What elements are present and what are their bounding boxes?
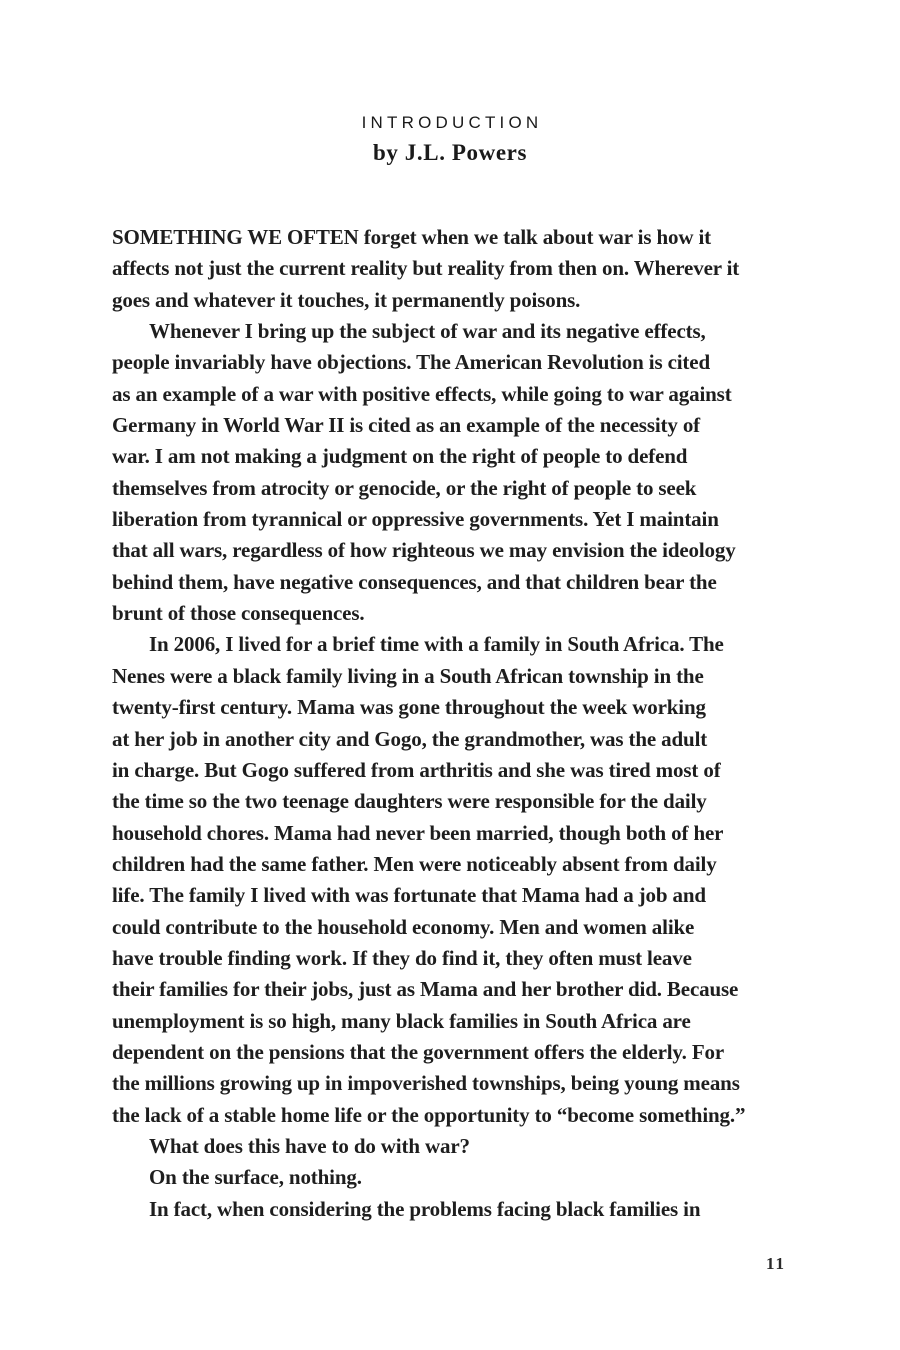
text-line: life. The family I lived with was fortunate that Mama had a job and [112, 883, 706, 908]
text-line: dependent on the pensions that the government offers the elderly. For [112, 1039, 725, 1064]
text-line: In fact, when considering the problems facing black families in [149, 1196, 701, 1221]
text-line: brunt of those consequences. [112, 601, 365, 626]
text-line: war. I am not making a judgment on the right of people to defend [112, 444, 688, 469]
text-line: people invariably have objections. The American Revolution is cited [112, 350, 710, 375]
text-line: SOMETHING WE OFTEN forget when we talk about war is how it [112, 225, 711, 249]
text-line: twenty-first century. Mama was gone throughout the week working [112, 695, 706, 720]
text-line: themselves from atrocity or genocide, or the right of people to seek [112, 475, 697, 500]
text-line: Whenever I bring up the subject of war and its negative effects, [149, 319, 706, 344]
text-line: have trouble finding work. If they do find it, they often must leave [112, 945, 692, 970]
text-line: their families for their jobs, just as Mama and her brother did. Because [112, 977, 739, 1002]
text-line: in charge. But Gogo suffered from arthritis and she was tired most of [112, 757, 721, 782]
text-line: Nenes were a black family living in a South African township in the [112, 663, 704, 688]
text-line: unemployment is so high, many black families in South Africa are [112, 1008, 691, 1033]
text-line: What does this have to do with war? [149, 1133, 470, 1158]
text-line: that all wars, regardless of how righteous we may envision the ideology [112, 538, 736, 563]
chapter-title: INTRODUCTION [361, 113, 543, 132]
body-text [112, 222, 792, 1225]
text-line: as an example of a war with positive effects, while going to war against [112, 381, 732, 406]
text-line: In 2006, I lived for a brief time with a family in South Africa. The [149, 632, 724, 657]
text-line: Germany in World War II is cited as an example of the necessity of [112, 413, 701, 438]
page-number: 11 [766, 1254, 787, 1273]
text-line: affects not just the current reality but reality from then on. Wherever it [112, 256, 740, 281]
text-line: On the surface, nothing. [149, 1165, 362, 1190]
text-line: household chores. Mama had never been married, though both of her [112, 820, 724, 845]
text-line: the millions growing up in impoverished townships, being young means [112, 1071, 740, 1096]
chapter-byline: by J.L. Powers [372, 140, 528, 165]
text-line: the time so the two teenage daughters were responsible for the daily [112, 789, 707, 814]
text-line: liberation from tyrannical or oppressive governments. Yet I maintain [112, 507, 719, 532]
text-line: the lack of a stable home life or the opportunity to “become something.” [112, 1102, 746, 1127]
text-line: behind them, have negative consequences, and that children bear the [112, 569, 717, 594]
text-line: goes and whatever it touches, it permanently poisons. [112, 287, 581, 312]
text-line: at her job in another city and Gogo, the grandmother, was the adult [112, 726, 708, 751]
text-line: children had the same father. Men were noticeably absent from daily [112, 851, 717, 876]
text-line: could contribute to the household economy. Men and women alike [112, 914, 695, 939]
